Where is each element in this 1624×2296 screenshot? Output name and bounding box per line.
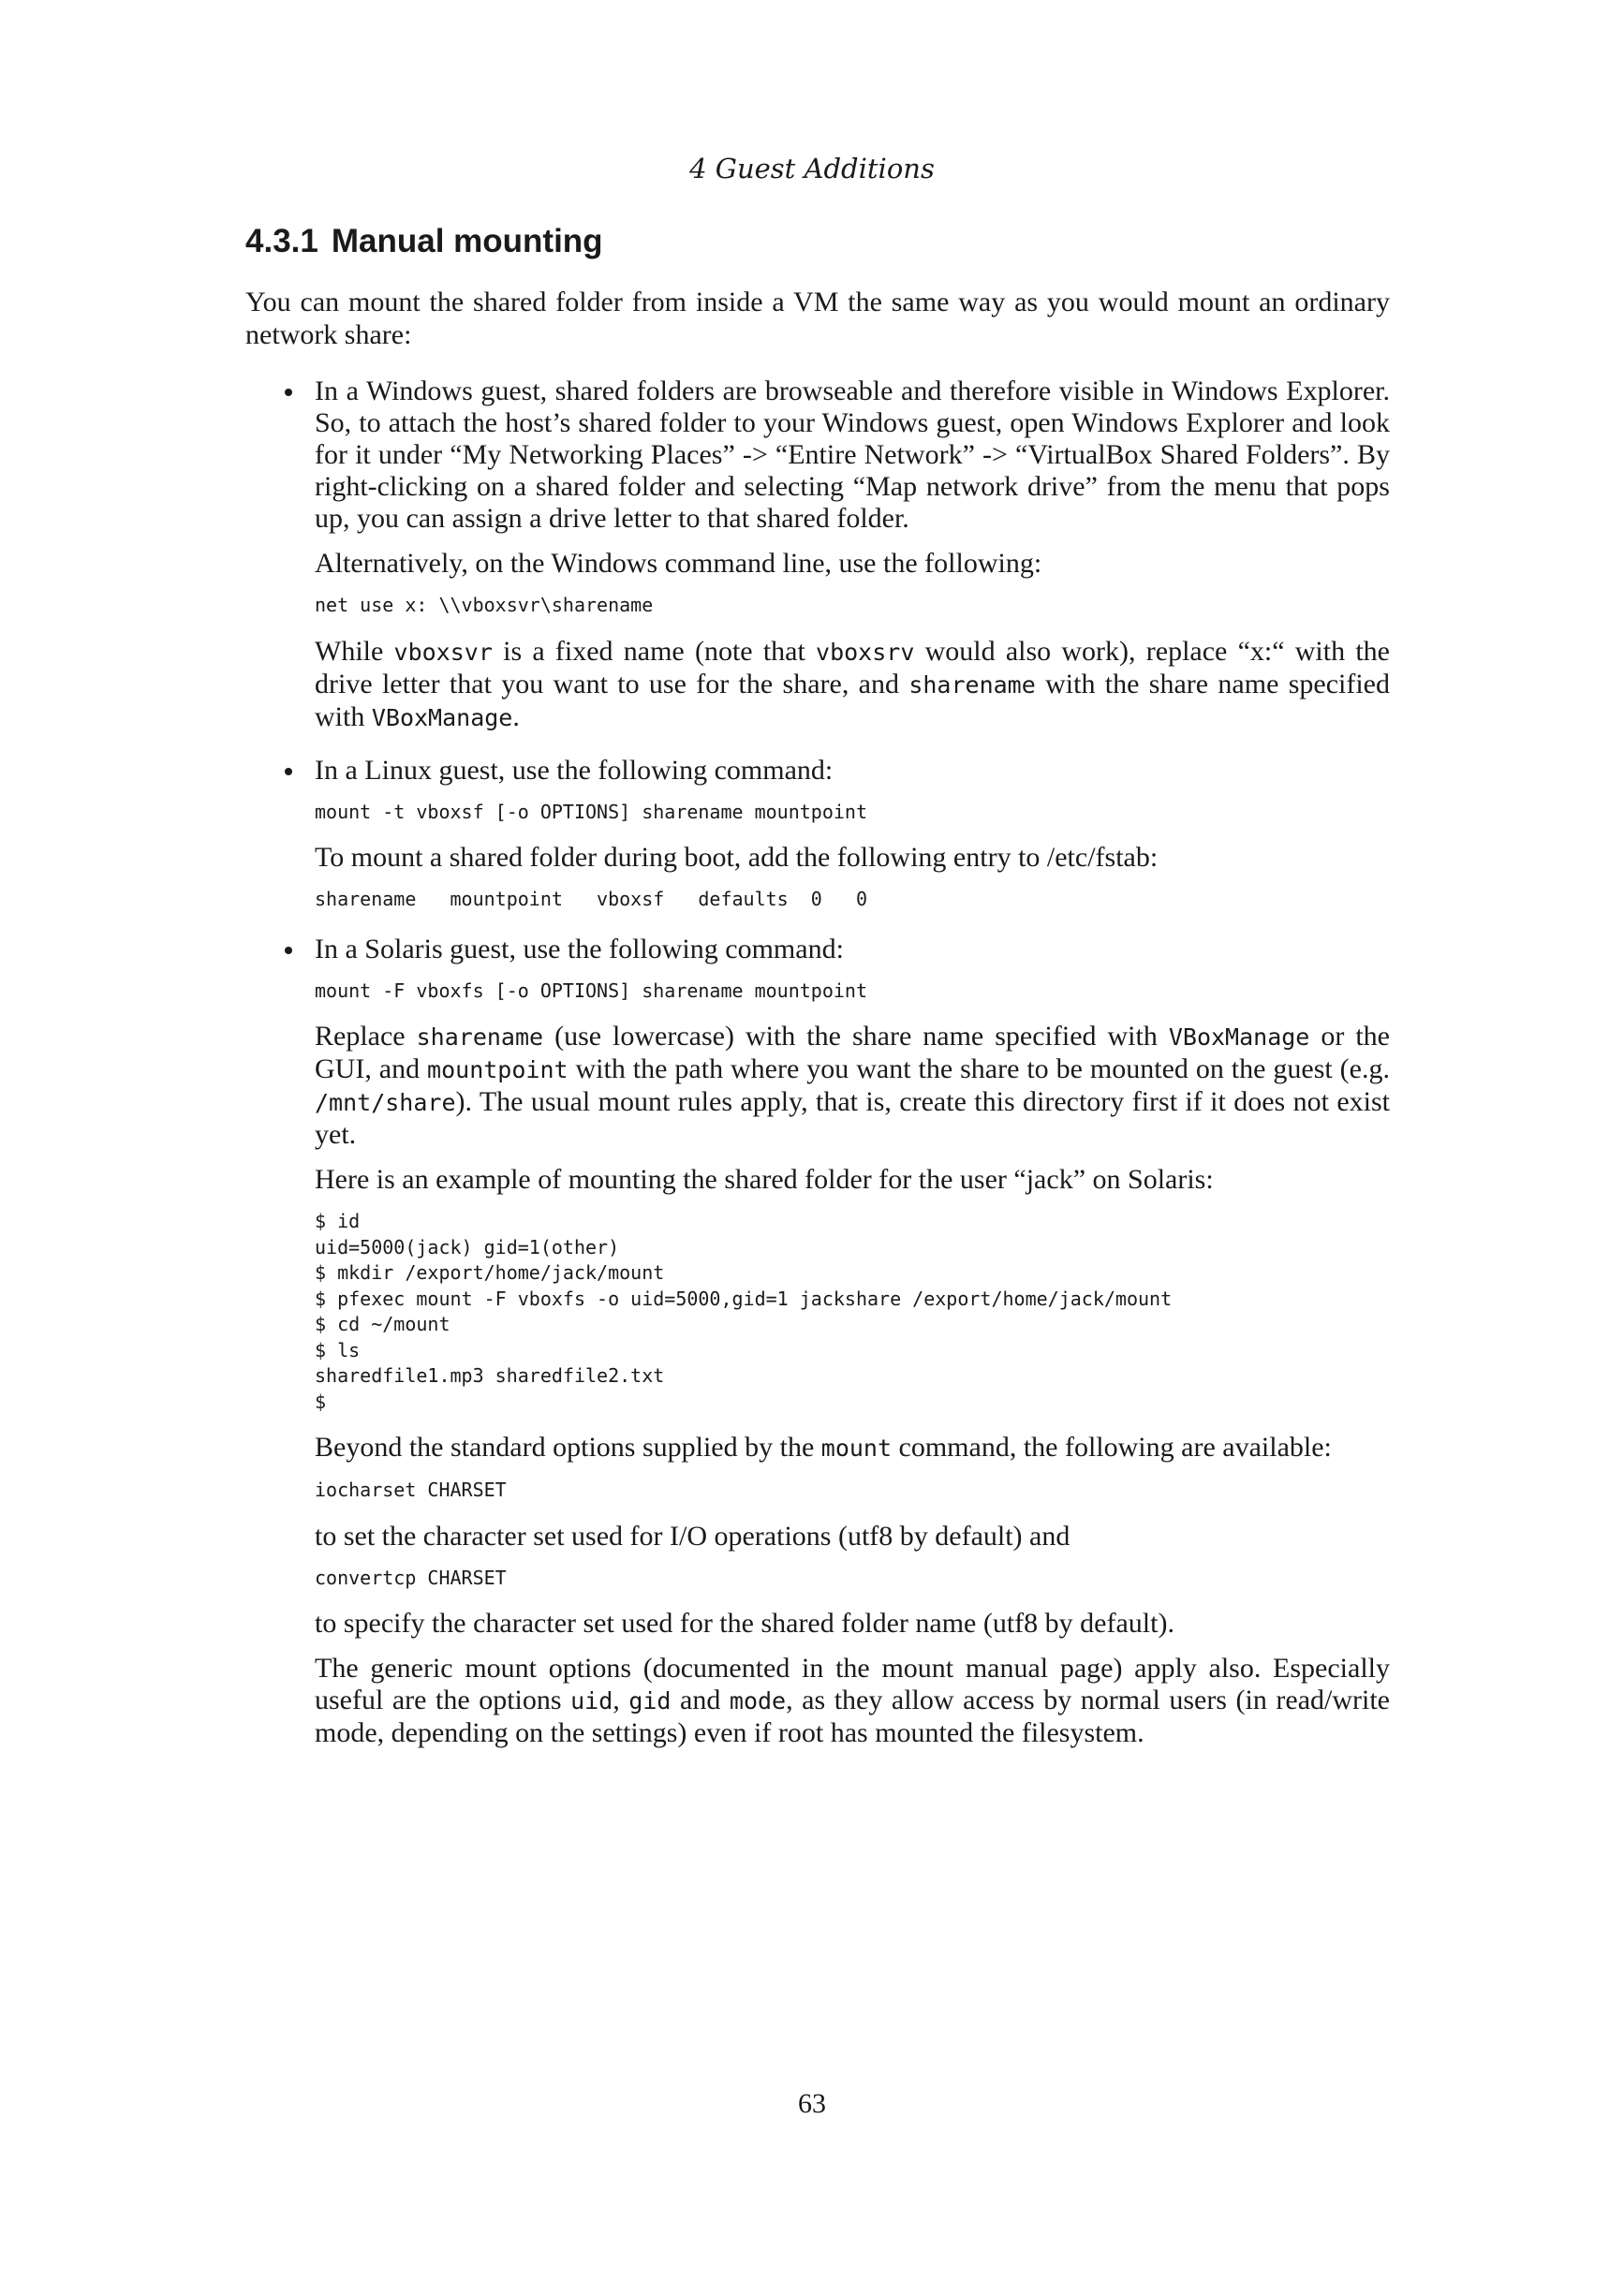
windows-paragraph-2: Alternatively, on the Windows command line, use the following: [315, 548, 1042, 579]
section-title: Manual mounting [331, 223, 603, 259]
option-iocharset: iocharset CHARSET [315, 1479, 507, 1501]
fstab-entry: sharename mountpoint vboxsf defaults 0 0 [315, 888, 868, 910]
bullet-icon [285, 947, 292, 954]
inline-code: vboxsrv [816, 638, 915, 666]
bullet-icon [285, 768, 292, 775]
list-item-linux [245, 755, 1390, 913]
inline-code: mode [729, 1687, 787, 1715]
solaris-paragraph-5: to set the character set used for I/O operations (utf8 by default) and [315, 1520, 1070, 1552]
linux-command: mount -t vboxsf [-o OPTIONS] sharename mountpoint [315, 800, 868, 823]
solaris-paragraph-1: In a Solaris guest, use the following command: [315, 933, 844, 964]
linux-paragraph-1: In a Linux guest, use the following command: [315, 754, 834, 786]
inline-code: VBoxManage [1168, 1023, 1310, 1051]
solaris-example: $ id uid=5000(jack) gid=1(other) $ mkdir /export/home/jack/mount $ pfexec mount -F vboxfs -o uid=5000,gid=1 jackshare /export/home/jack/mount $ cd ~/mount $ ls sharedfile1.mp3 sharedfile2.txt $ [315, 1210, 1173, 1413]
running-header: 4 Guest Additions [689, 153, 935, 184]
list-item-windows [245, 375, 1390, 734]
option-convertcp: convertcp CHARSET [315, 1566, 507, 1589]
windows-paragraph-3: While vboxsvr is a fixed name (note that vboxsrv would also work), replace “x:“ with the drive letter that you want to use for the share, and sharename with the share name specified with VBoxManage. [315, 635, 1390, 732]
solaris-paragraph-4: Beyond the standard options supplied by the mount command, the following are available: [315, 1432, 1332, 1463]
page-content [245, 220, 1390, 1770]
inline-code: gid [628, 1687, 672, 1715]
inline-code: sharename [416, 1023, 544, 1051]
solaris-paragraph-6: to specify the character set used for the shared folder name (utf8 by default). [315, 1608, 1174, 1639]
inline-code: vboxsvr [393, 638, 493, 666]
bullet-icon [285, 389, 292, 396]
inline-code: mountpoint [427, 1056, 568, 1083]
inline-code: uid [570, 1687, 613, 1715]
inline-code: VBoxManage [371, 703, 513, 731]
windows-paragraph-1: In a Windows guest, shared folders are browseable and therefore visible in Windows Explorer. So, to attach the host’s shared folder to your Windows guest, open Windows Explorer and look for it under “My Networking Places” -> “Entire Network” -> “VirtualBox Shared Folders”. By right-clicking on a shared folder and selecting “Map network drive” from the menu that pops up, you can assign a drive letter to that shared folder. [315, 375, 1390, 534]
guest-os-list [245, 375, 1390, 1749]
section-heading [245, 220, 1390, 263]
intro-paragraph: You can mount the shared folder from inside a VM the same way as you would mount an ordinary network share: [245, 287, 1390, 350]
solaris-paragraph-2: Replace sharename (use lowercase) with the share name specified with VBoxManage or the GUI, and mountpoint with the path where you want the share to be mounted on the guest (e.g. /mnt/share). The usual mount rules apply, that is, create this directory first if it does not exist yet. [315, 1021, 1390, 1150]
inline-code: /mnt/share [315, 1089, 456, 1116]
linux-paragraph-2: To mount a shared folder during boot, add the following entry to /etc/fstab: [315, 842, 1159, 873]
windows-command: net use x: \\vboxsvr\sharename [315, 594, 654, 616]
solaris-paragraph-7: The generic mount options (documented in the mount manual page) apply also. Especially useful are the options uid, gid and mode, as they allow access by normal users (in read/write mode, depending on the settings) even if root has mounted the filesystem. [315, 1653, 1390, 1748]
inline-code: sharename [908, 670, 1036, 699]
page-number: 63 [798, 2088, 826, 2119]
section-number: 4.3.1 [245, 223, 318, 259]
list-item-solaris [245, 934, 1390, 1750]
solaris-command: mount -F vboxfs [-o OPTIONS] sharename mountpoint [315, 979, 868, 1002]
solaris-paragraph-3: Here is an example of mounting the shared folder for the user “jack” on Solaris: [315, 1164, 1214, 1195]
inline-code: mount [820, 1435, 893, 1462]
